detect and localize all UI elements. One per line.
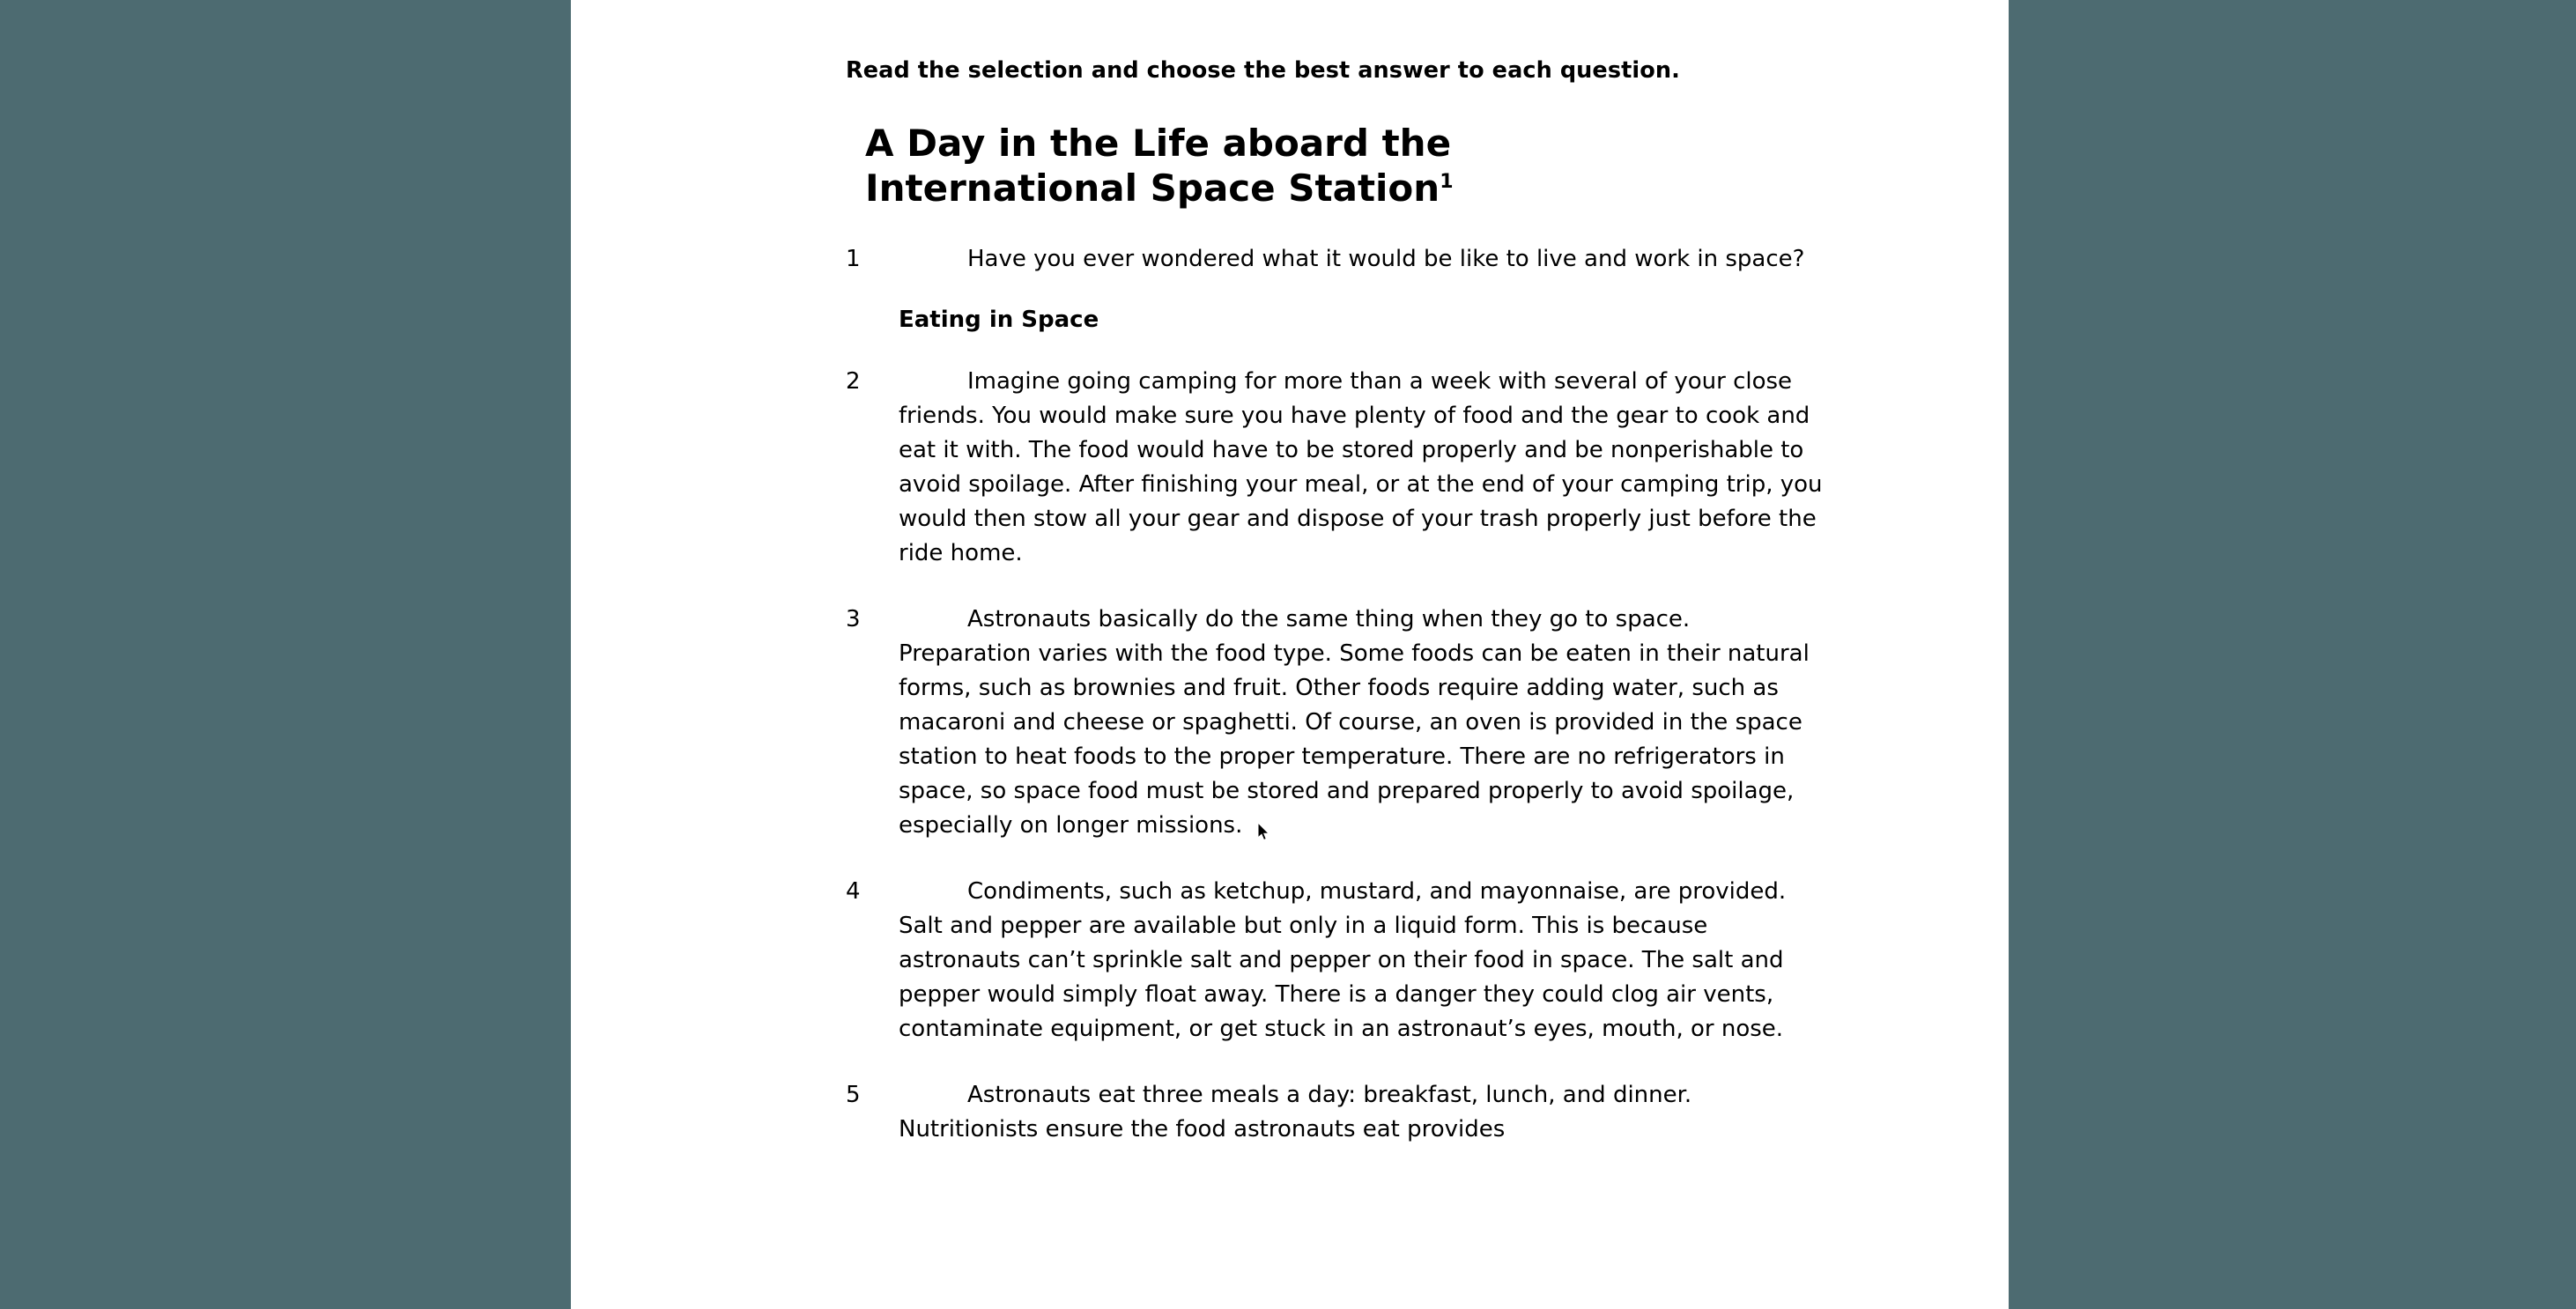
paragraph-text-wrapper <box>899 242 1824 277</box>
paragraph-text-wrapper <box>899 1078 1824 1147</box>
reading-selection <box>846 55 1837 1147</box>
section-subheading: Eating in Space <box>899 306 1099 333</box>
paragraph-number: 4 <box>846 877 861 905</box>
paragraph-3 <box>846 603 1837 843</box>
paragraph-5 <box>846 1078 1837 1147</box>
paragraph-number: 1 <box>846 245 861 272</box>
paragraph-text: Imagine going camping for more than a week with several of your close friends. You would make sure you have plenty of food and the gear to cook and eat it with. The food would have to be stored properly and be nonperishable to avoid spoilage. After finishing your meal, or at the end of your camping trip, you would then stow all your gear and dispose of your trash properly just before the ride home. <box>899 367 1823 566</box>
page-content-area <box>571 0 2009 1147</box>
paragraph-number: 3 <box>846 605 861 632</box>
paragraph-text-wrapper <box>899 875 1824 1046</box>
paragraph-text: Have you ever wondered what it would be like to live and work in space? <box>967 245 1805 272</box>
paragraph-text: Condiments, such as ketchup, mustard, and mayonnaise, are provided. Salt and pepper are available but only in a liquid form. This is because astronauts can’t sprinkle salt and pepper on their food in space. The salt and pepper would simply float away. There is a danger they could clog air vents, contaminate equipment, or get stuck in an astronaut’s eyes, mouth, or nose. <box>899 877 1787 1042</box>
paragraph-text: Astronauts eat three meals a day: breakfast, lunch, and dinner. Nutritionists ensure the food astronauts eat provides <box>899 1081 1692 1143</box>
paragraph-4 <box>846 875 1837 1046</box>
paragraph-number: 2 <box>846 367 861 395</box>
paragraph-text-wrapper <box>899 365 1824 571</box>
paragraph-2 <box>846 365 1837 571</box>
document-page <box>571 0 2009 1309</box>
title-text: A Day in the Life aboard the International Space Station <box>865 122 1452 210</box>
page-title <box>865 122 1711 211</box>
paragraph-1 <box>846 242 1837 277</box>
paragraph-number: 5 <box>846 1081 861 1108</box>
paragraph-text-wrapper <box>899 603 1824 843</box>
instruction-text: Read the selection and choose the best answer to each question. <box>846 57 1680 84</box>
title-footnote-marker: 1 <box>1440 170 1454 193</box>
paragraph-text: Astronauts basically do the same thing when they go to space. Preparation varies with the food type. Some foods can be eaten in their natural forms, such as brownies and fruit. Other foods require adding water, such as macaroni and cheese or spaghetti. Of course, an oven is provided in the space station to heat foods to the proper temperature. There are no refrigerators in space, so space food must be stored and prepared properly to avoid spoilage, especially on longer missions. <box>899 605 1810 839</box>
